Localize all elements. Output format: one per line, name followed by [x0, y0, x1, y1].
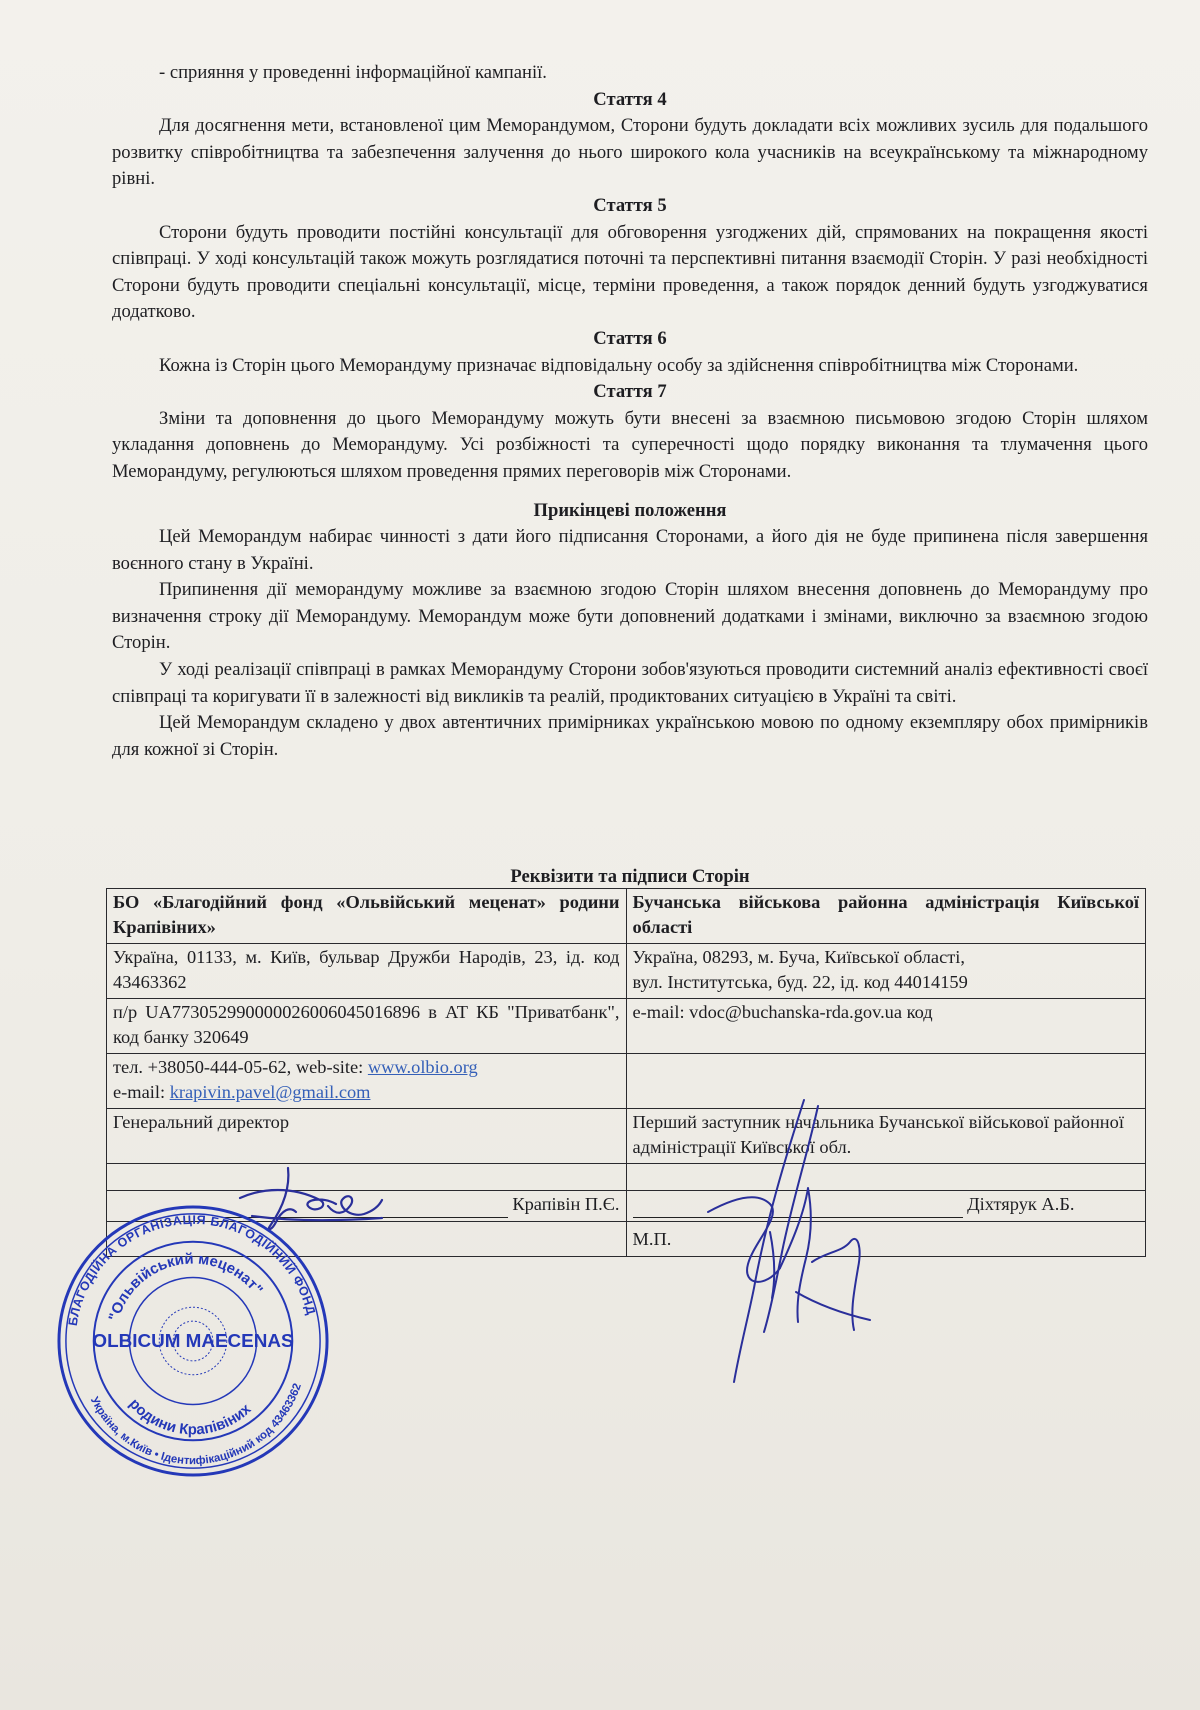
left-contacts	[107, 1054, 627, 1109]
right-signatory-name: Діхтярук А.Б.	[967, 1194, 1075, 1214]
left-address: Україна, 01133, м. Київ, бульвар Дружби Народів, 23, ід. код 43463362	[107, 944, 627, 999]
table-row	[107, 1109, 1146, 1164]
right-party-name: Бучанська військова районна адміністрація Київської області	[626, 889, 1146, 944]
right-position: Перший заступник начальника Бучанської військової районної адміністрації Київської обл.	[626, 1109, 1146, 1164]
article-5-heading: Стаття 5	[593, 194, 667, 216]
final-paragraph-4: Цей Меморандум складено у двох автентичних примірниках українською мовою по одному екземпляру обох примірників для кожної зі Сторін.	[112, 712, 1148, 760]
stamp-inner-top-text: "Ольвійський меценат"	[106, 1251, 266, 1323]
article-6-heading: Стаття 6	[593, 327, 667, 349]
table-row	[107, 999, 1146, 1054]
final-paragraph-2: Припинення дії меморандуму можливе за взаємною згодою Сторін шляхом внесення доповнень до Меморандуму про визначення строку дії Меморандуму. Меморандум може бути доповнений додатками і змінами, виключно за взаємною згодою Сторін.	[112, 579, 1148, 654]
stamp-outer-text: БЛАГОДІЙНА ОРГАНІЗАЦІЯ БЛАГОДІЙНИЙ ФОНД	[65, 1212, 319, 1327]
left-position: Генеральний директор	[107, 1109, 627, 1164]
table-row	[107, 1164, 1146, 1191]
article-7-text: Зміни та доповнення до цього Меморандуму можуть бути внесені за взаємною письмовою згодою Сторін шляхом укладання доповнень до Меморандуму. Усі розбіжності та суперечності щодо порядку виконання та тлумачення цього Меморандуму, регулюються шляхом проведення прямих переговорів між Сторонами.	[112, 407, 1148, 482]
final-paragraph-3: У ході реалізації співпраці в рамках Меморандуму Сторони зобов'язуються проводити системний аналіз ефективності своєї співпраці та коригувати її в залежності від викликів та реалій, продиктованих ситуацією в Україні та світі.	[112, 659, 1148, 707]
stamp-inner-bottom-text: родини Крапівіних	[125, 1396, 255, 1439]
seal-place-cell	[626, 1222, 1146, 1257]
table-row	[107, 944, 1146, 999]
seal-place-label: М.П.	[632, 1229, 672, 1249]
phone-text: тел. +38050-444-05-62, web-site:	[113, 1057, 368, 1077]
final-paragraph-1: Цей Меморандум набирає чинності з дати його підписання Сторонами, а його дія не буде припинена після завершення воєнного стану в Україні.	[112, 526, 1148, 574]
right-signature-cell	[626, 1191, 1146, 1222]
article-5-text: Сторони будуть проводити постійні консультації для обговорення узгоджених дій, спрямованих на покращення якості співпраці. У ході консультацій також можуть розглядатися поточні та перспективні питання взаємодії Сторін. У разі необхідності Сторони будуть проводити спеціальні консультації, місце, терміни проведення, а також порядок денний будуть узгоджуватися додатково.	[112, 221, 1148, 323]
right-address-line-2: вул. Інститутська, буд. 22, ід. код 44014159	[632, 972, 968, 992]
svg-text:"Ольвійський меценат"	[106, 1251, 265, 1323]
website-link[interactable]: www.olbio.org	[367, 1057, 478, 1077]
organization-seal-stamp	[54, 1202, 332, 1480]
article-6-text: Кожна із Сторін цього Меморандуму призначає відповідальну особу за здійснення співробітництва між Сторонами.	[159, 354, 1079, 376]
empty-cell	[626, 1054, 1146, 1109]
right-address-line-1: Україна, 08293, м. Буча, Київської області,	[632, 947, 966, 967]
final-provisions-heading: Прикінцеві положення	[533, 499, 727, 521]
memorandum-body	[112, 60, 1148, 763]
email-link[interactable]: krapivin.pavel@gmail.com	[169, 1082, 371, 1102]
article-4-text: Для досягнення мети, встановленої цим Меморандумом, Сторони будуть докладати всіх можливих зусиль для подальшого розвитку співробітництва та забезпечення залучення до нього широкого кола учасників на всеукраїнському та міжнародному рівні.	[112, 115, 1148, 190]
right-email: e-mail: vdoc@buchanska-rda.gov.ua код	[626, 999, 1146, 1054]
signature-line	[633, 1192, 963, 1218]
table-row	[107, 889, 1146, 944]
article-4-heading: Стаття 4	[593, 88, 667, 110]
left-signatory-name: Крапівін П.Є.	[512, 1194, 620, 1214]
empty-cell	[626, 1164, 1146, 1191]
table-row	[107, 1054, 1146, 1109]
svg-text:родини Крапівіних	[126, 1396, 255, 1438]
left-bank-details: п/р UA773052990000026006045016896 в АТ КБ "Приватбанк", код банку 320649	[107, 999, 627, 1054]
svg-text:БЛАГОДІЙНА ОРГАНІЗАЦІЯ БЛАГОДІ	[66, 1213, 318, 1327]
right-address	[626, 944, 1146, 999]
email-label: e-mail:	[113, 1082, 170, 1102]
left-party-name: БО «Благодійний фонд «Ольвійський меценат» родини Крапівіних»	[107, 889, 627, 944]
article-7-heading: Стаття 7	[593, 381, 667, 403]
intro-line: - сприяння у проведенні інформаційної кампанії.	[159, 62, 547, 83]
requisites-title: Реквізити та підписи Сторін	[510, 866, 750, 887]
empty-cell	[107, 1164, 627, 1191]
stamp-center-text: OLBICUM MAECENAS	[92, 1329, 294, 1351]
stamp-bottom-text: Україна, м.Київ • Ідентифікаційний код 43463362	[87, 1381, 304, 1468]
